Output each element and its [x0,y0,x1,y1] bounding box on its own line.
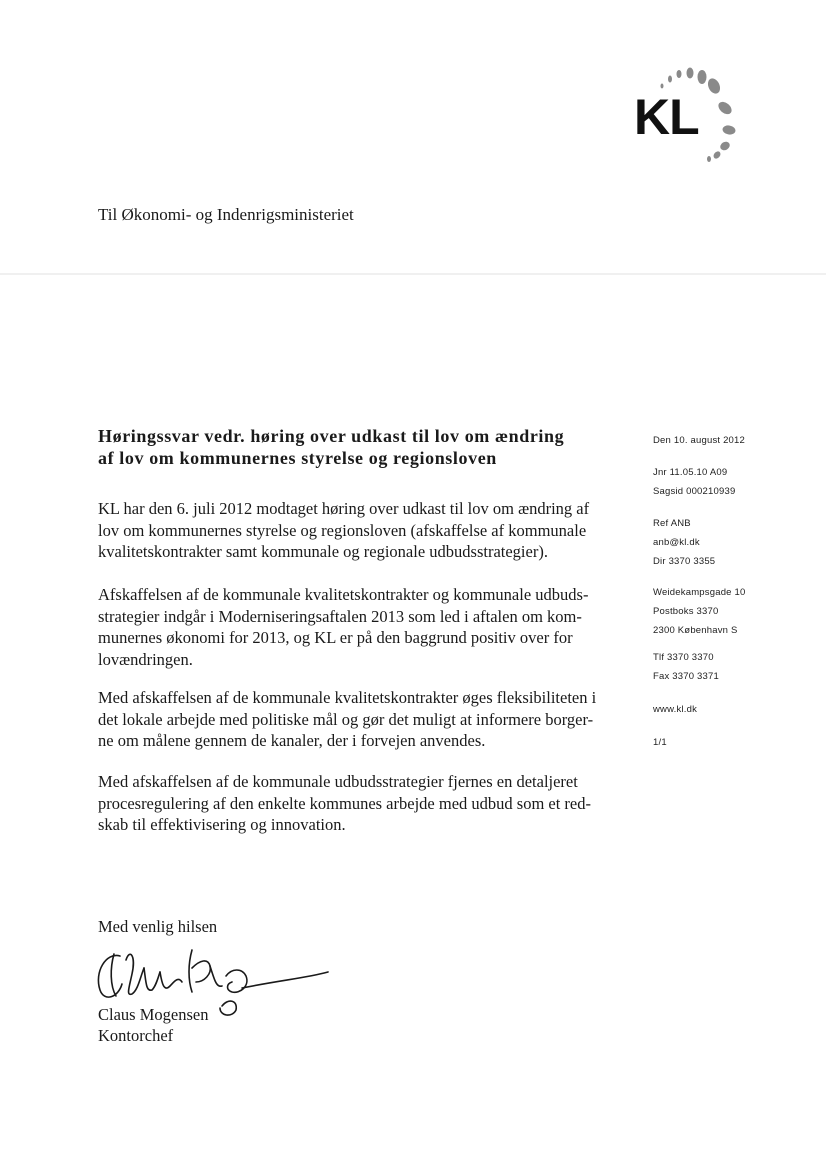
text-line: KL har den 6. juli 2012 modtaget høring over udkast til lov om ændring af [98,499,590,518]
signer-title: Kontorchef [98,1026,174,1045]
city: 2300 København S [653,625,738,636]
text-line: munernes økonomi for 2013, og KL er på den baggrund positiv over for [98,628,573,647]
kl-logo [628,60,748,170]
text-line: skab til effektivisering og innovation. [98,815,346,834]
closing-salutation: Med venlig hilsen [98,917,218,936]
sidebar-page [653,733,667,752]
text-line: Med afskaffelsen af de kommunale kvalitetskontrakter øges fleksibiliteten i [98,688,597,707]
text-line: kvalitetskontrakter samt kommunale og regionale udbudsstrategier). [98,542,548,561]
signer-name: Claus Mogensen [98,1005,209,1024]
text-line: ne om målene gennem de kanaler, der i forvejen anvendes. [98,731,486,750]
email: anb@kl.dk [653,537,700,548]
document-heading [98,425,618,469]
addressee: Til Økonomi- og Indenrigsministeriet [98,205,354,224]
sidebar-phones [653,648,719,686]
direct-phone: Dir 3370 3355 [653,556,716,567]
postbox: Postboks 3370 [653,606,719,617]
sidebar-contact [653,514,715,571]
text-line: lov om kommunernes styrelse og regionsloven (afskaffelse af kommunale [98,520,587,540]
reference: Ref ANB [653,518,691,529]
journal-number: Jnr 11.05.10 A09 [653,467,728,478]
paragraph-4 [98,771,618,836]
heading-line: af lov om kommunernes styrelse og regionsloven [98,448,497,468]
text-line: det lokale arbejde med politiske mål og gør det muligt at informere borger- [98,709,594,729]
website: www.kl.dk [653,704,698,715]
heading-line: Høringssvar vedr. høring over udkast til lov om ændring [98,426,565,446]
text-line: Afskaffelsen af de kommunale kvalitetskontrakter og kommunale udbuds- [98,585,589,604]
text-line: lovændringen. [98,649,193,669]
phone: Tlf 3370 3370 [653,652,714,663]
sidebar-address [653,583,745,640]
street-address: Weidekampsgade 10 [653,587,746,598]
paragraph-1 [98,498,618,563]
text-line: Med afskaffelsen af de kommunale udbudsstrategier fjernes en detaljeret [98,772,578,791]
signer-block [98,1004,208,1046]
logo-text: KL [634,89,699,145]
paragraph-2 [98,584,618,670]
fax: Fax 3370 3371 [653,671,719,682]
case-id: Sagsid 000210939 [653,486,736,497]
text-line: strategier indgår i Moderniseringsaftalen 2013 som led i aftalen om kom- [98,606,582,626]
paragraph-3 [98,687,618,752]
sidebar-date [653,431,745,450]
letter-date: Den 10. august 2012 [653,435,746,446]
sidebar-case-info [653,463,735,501]
sidebar-web [653,700,697,719]
scan-divider [0,273,826,275]
page-number: 1/1 [653,737,667,748]
text-line: procesregulering af den enkelte kommunes arbejde med udbud som et red- [98,793,591,813]
